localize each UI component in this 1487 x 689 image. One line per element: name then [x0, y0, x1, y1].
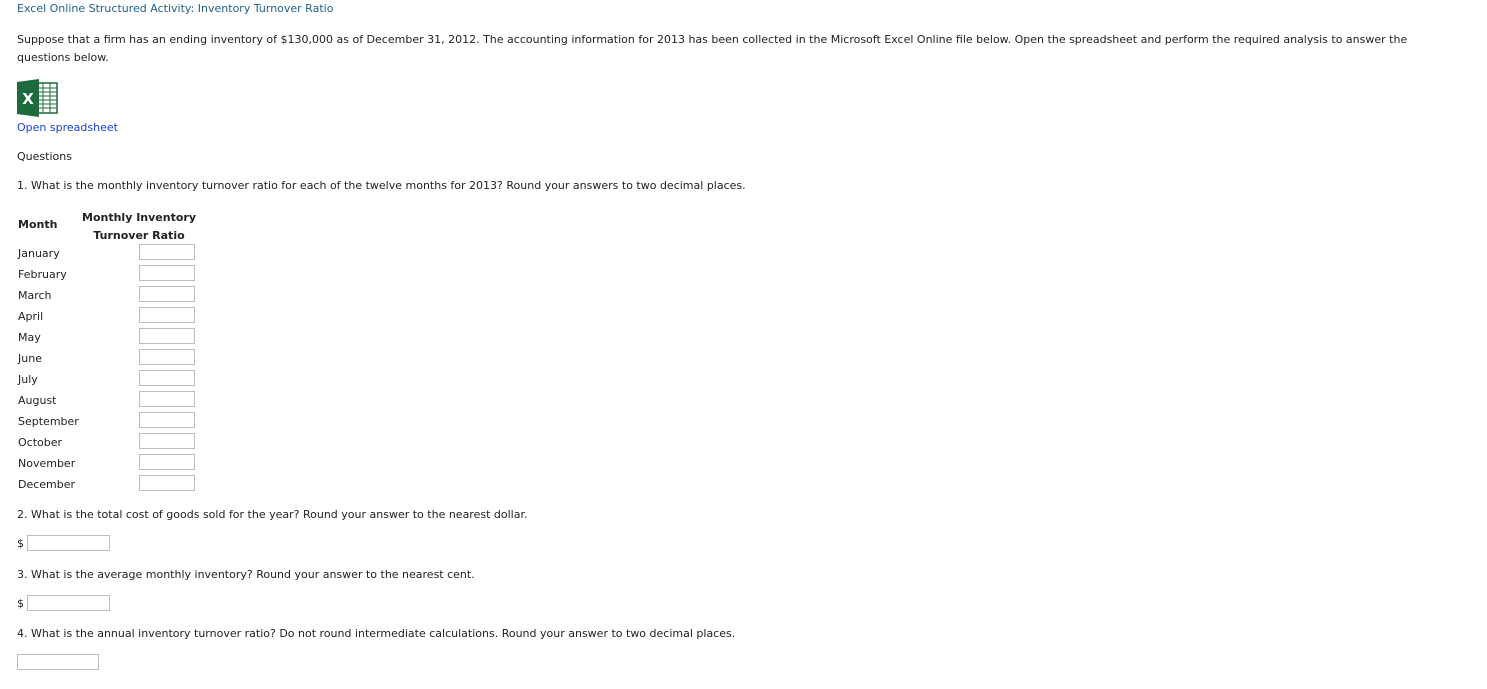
month-label-october: October: [18, 436, 63, 449]
ratio-input-march[interactable]: [139, 286, 195, 302]
excel-icon-graphic: [17, 79, 58, 117]
intro-paragraph: Suppose that a firm has an ending inventory of $130,000 as of December 31, 2012. The accounting information for 2013 has been collected in the Microsoft Excel Online file below. Open the spreadsheet and perform the required analysis to answer the questions below.: [17, 33, 1408, 64]
month-label-september: September: [18, 415, 79, 428]
month-label-august: August: [18, 394, 57, 407]
activity-title: Excel Online Structured Activity: Inventory Turnover Ratio: [17, 2, 334, 15]
cogs-currency-symbol: $: [17, 537, 24, 550]
month-label-july: July: [18, 373, 38, 386]
ratio-input-january[interactable]: [139, 244, 195, 260]
ratio-input-april[interactable]: [139, 307, 195, 323]
ratio-input-october[interactable]: [139, 433, 195, 449]
ratio-input-june[interactable]: [139, 349, 195, 365]
ratio-input-july[interactable]: [139, 370, 195, 386]
question-4-text: 4. What is the annual inventory turnover ratio? Do not round intermediate calculations. Round your answer to two decimal places.: [17, 627, 736, 640]
month-label-may: May: [18, 331, 41, 344]
month-label-december: December: [18, 478, 76, 491]
month-column-header: Month: [18, 218, 58, 231]
ratio-column-header: Monthly Inventory Turnover Ratio: [82, 211, 196, 242]
month-label-january: January: [18, 247, 60, 260]
ratio-input-february[interactable]: [139, 265, 195, 281]
month-label-february: February: [18, 268, 67, 281]
ratio-input-may[interactable]: [139, 328, 195, 344]
month-label-june: June: [18, 352, 42, 365]
excel-icon-letter: X: [22, 90, 34, 108]
annual-turnover-input[interactable]: [17, 654, 99, 670]
open-spreadsheet-link[interactable]: Open spreadsheet: [17, 121, 118, 134]
question-2-text: 2. What is the total cost of goods sold for the year? Round your answer to the nearest dollar.: [17, 508, 528, 521]
question-3-text: 3. What is the average monthly inventory? Round your answer to the nearest cent.: [17, 568, 475, 581]
ratio-input-august[interactable]: [139, 391, 195, 407]
month-label-march: March: [18, 289, 52, 302]
ratio-input-december[interactable]: [139, 475, 195, 491]
excel-icon[interactable]: [17, 79, 58, 117]
ratio-input-november[interactable]: [139, 454, 195, 470]
ratio-input-september[interactable]: [139, 412, 195, 428]
avg-inventory-currency-symbol: $: [17, 597, 24, 610]
questions-heading: Questions: [17, 150, 72, 163]
month-label-november: November: [18, 457, 76, 470]
question-1-text: 1. What is the monthly inventory turnover ratio for each of the twelve months for 2013? Round your answers to two decimal places.: [17, 179, 746, 192]
total-cogs-input[interactable]: [27, 535, 110, 551]
month-label-april: April: [18, 310, 44, 323]
average-inventory-input[interactable]: [27, 595, 110, 611]
